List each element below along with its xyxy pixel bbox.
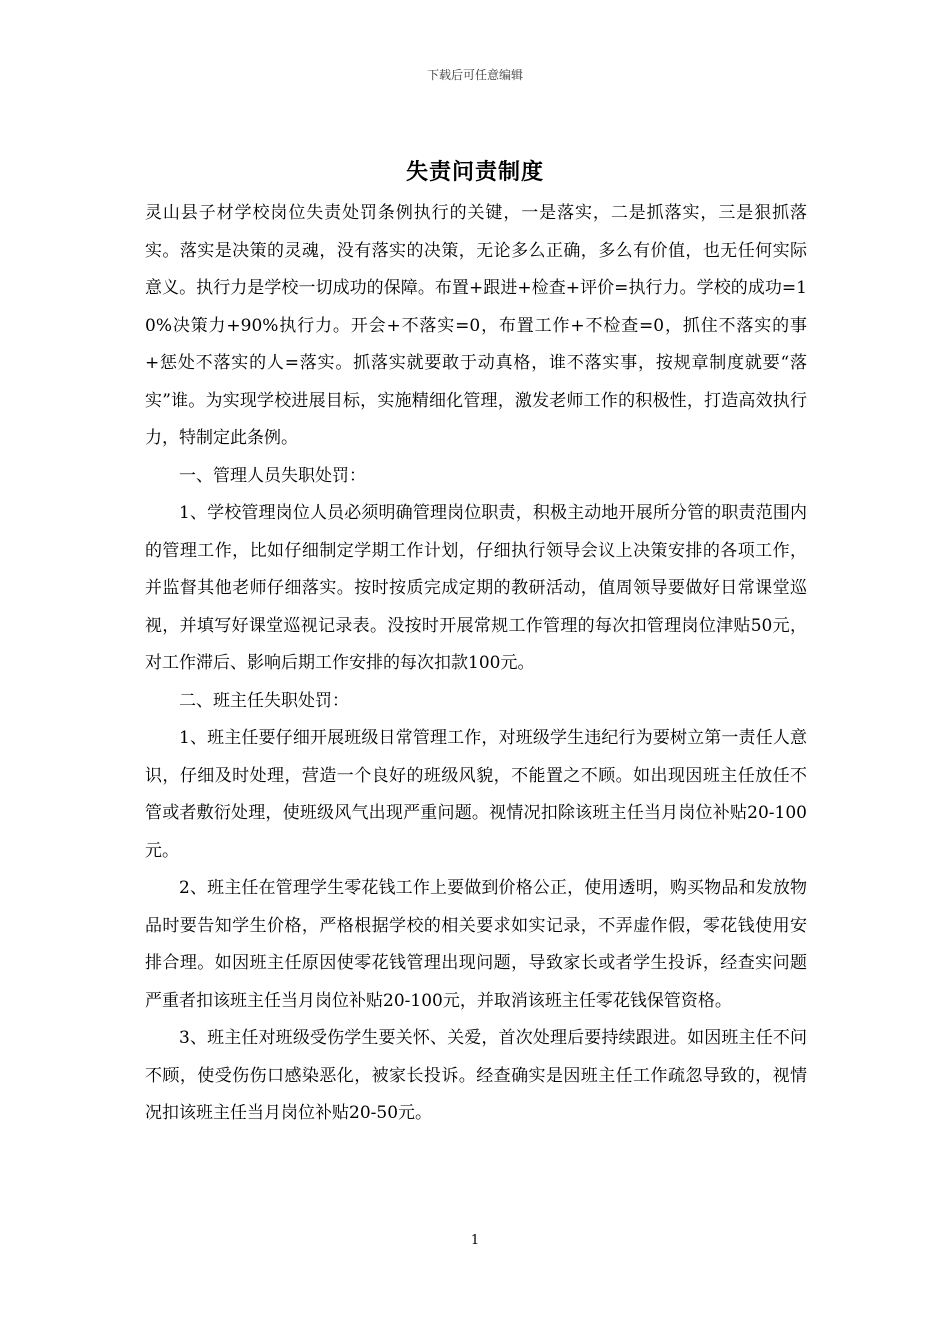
- clause-head-teachers-2: 2、班主任在管理学生零花钱工作上要做到价格公正，使用透明，购买物品和发放物品时要告知学生价格，严格根据学校的相关要求如实记录，不弄虚作假，零花钱使用安排合理。如因班主任原因使零花钱管理出现问题，导致家长或者学生投诉，经查实问题严重者扣该班主任当月岗位补贴20-100元，并取消该班主任零花钱保管资格。: [145, 878, 807, 1011]
- header-note: 下载后可任意编辑: [426, 68, 523, 82]
- section-heading-head-teachers: 二、班主任失职处罚：: [179, 690, 349, 711]
- clause-head-teachers-1: 1、班主任要仔细开展班级日常管理工作，对班级学生违纪行为要树立第一责任人意识，仔细及时处理，营造一个良好的班级风貌，不能置之不顾。如出现因班主任放任不管或者敷衍处理，使班级风气出现严重问题。视情况扣除该班主任当月岗位补贴20-100元。: [145, 728, 807, 861]
- intro-paragraph: 灵山县子材学校岗位失责处罚条例执行的关键，一是落实，二是抓落实，三是狠抓落实。落实是决策的灵魂，没有落实的决策，无论多么正确，多么有价值，也无任何实际意义。执行力是学校一切成功的保障。布置+跟进+检查+评价=执行力。学校的成功=10%决策力+90%执行力。开会+不落实=0，布置工作+不检查=0，抓住不落实的事+惩处不落实的人=落实。抓落实就要敢于动真格，谁不落实事，按规章制度就要“落实”谁。为实现学校进展目标，实施精细化管理，激发老师工作的积极性，打造高效执行力，特制定此条例。: [145, 203, 807, 448]
- document-title: 失责问责制度: [405, 160, 544, 185]
- section-heading-managers: 一、管理人员失职处罚：: [179, 465, 366, 486]
- document-body: [145, 195, 807, 1133]
- page-number: 1: [470, 1233, 480, 1248]
- clause-head-teachers-3: 3、班主任对班级受伤学生要关怀、关爱，首次处理后要持续跟进。如因班主任不问不顾，使受伤伤口感染恶化，被家长投诉。经查确实是因班主任工作疏忽导致的，视情况扣该班主任当月岗位补贴20-50元。: [145, 1028, 807, 1123]
- clause-managers-1: 1、学校管理岗位人员必须明确管理岗位职责，积极主动地开展所分管的职责范围内的管理工作，比如仔细制定学期工作计划，仔细执行领导会议上决策安排的各项工作，并监督其他老师仔细落实。按时按质完成定期的教研活动，值周领导要做好日常课堂巡视，并填写好课堂巡视记录表。没按时开展常规工作管理的每次扣管理岗位津贴50元，对工作滞后、影响后期工作安排的每次扣款100元。: [145, 503, 807, 673]
